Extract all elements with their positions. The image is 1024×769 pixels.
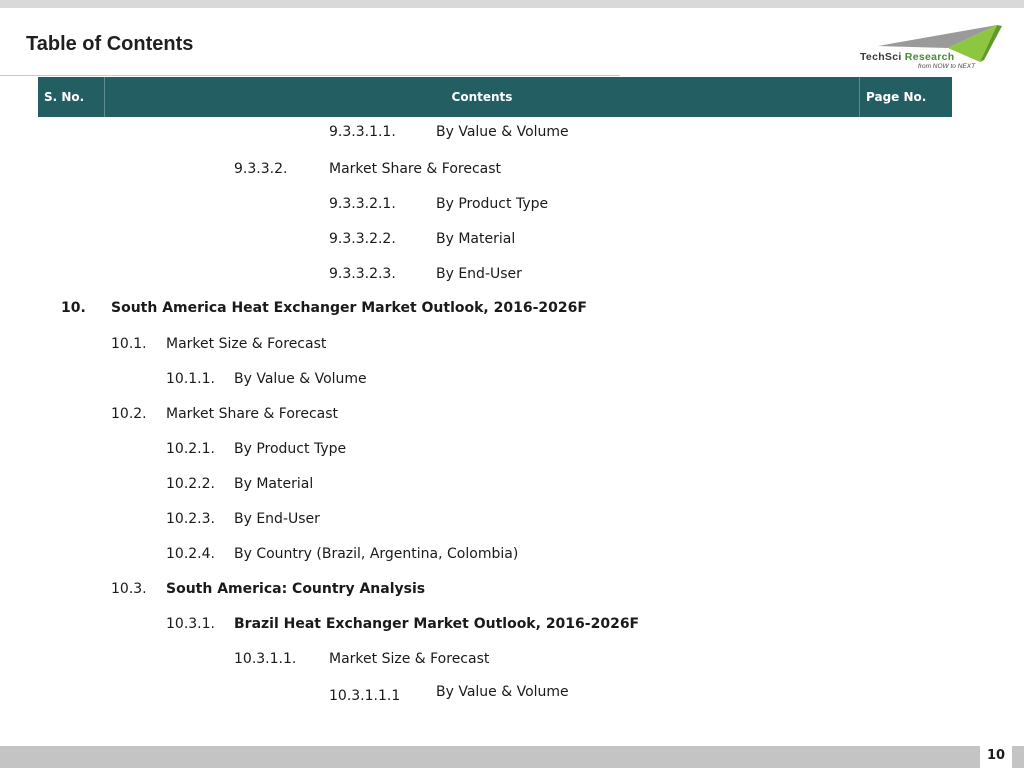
logo-name [860, 51, 955, 63]
toc-label: Market Size & Forecast [329, 651, 490, 667]
toc-number: 10.2.3. [166, 511, 215, 527]
header-page-no: Page No. [866, 90, 927, 104]
toc-number: 9.3.3.2.3. [329, 266, 396, 282]
table-header [38, 77, 952, 117]
toc-number: 10.2.4. [166, 546, 215, 562]
toc-label: By Material [234, 476, 314, 492]
title-divider [0, 75, 620, 76]
toc-label: Market Share & Forecast [329, 161, 502, 177]
toc-label: South America: Country Analysis [166, 581, 426, 597]
logo-name-primary: TechSci [860, 51, 902, 63]
toc-label: Market Share & Forecast [166, 406, 339, 422]
toc-label: By Product Type [234, 441, 347, 457]
toc-number: 10.3.1.1.1 [329, 688, 401, 704]
toc-label: By Product Type [436, 196, 549, 212]
toc-label: By Value & Volume [234, 371, 367, 387]
toc-number: 10.2.1. [166, 441, 215, 457]
toc-label: Market Size & Forecast [166, 336, 327, 352]
toc-number: 9.3.3.2.1. [329, 196, 396, 212]
header-sno: S. No. [38, 77, 105, 117]
toc-number: 9.3.3.2.2. [329, 231, 396, 247]
page-title: Table of Contents [26, 33, 194, 55]
header-contents: Contents [105, 77, 860, 117]
toc-number: 10.3. [111, 581, 147, 597]
toc-number: 10.2. [111, 406, 147, 422]
toc-label: South America Heat Exchanger Market Outlook, 2016-2026F [111, 300, 587, 316]
company-logo [856, 24, 1002, 72]
toc-number: 10.1. [111, 336, 147, 352]
toc-label: By End-User [436, 266, 522, 282]
toc-number: 9.3.3.2. [234, 161, 288, 177]
toc-label: By End-User [234, 511, 320, 527]
toc-label: By Country (Brazil, Argentina, Colombia) [234, 546, 519, 562]
toc-label: Brazil Heat Exchanger Market Outlook, 2016-2026F [234, 616, 640, 632]
toc-label: By Value & Volume [436, 124, 569, 140]
toc-number: 10.3.1.1. [234, 651, 297, 667]
toc-label: By Value & Volume [436, 684, 569, 700]
top-bar [0, 0, 1024, 8]
toc-number: 9.3.3.1.1. [329, 124, 396, 140]
toc-number: 10.3.1. [166, 616, 215, 632]
page-number: 10 [980, 743, 1012, 768]
logo-name-secondary: Research [901, 51, 955, 63]
footer-bar [0, 746, 1024, 768]
toc-number: 10.2.2. [166, 476, 215, 492]
toc-number: 10.1.1. [166, 371, 215, 387]
toc-number: 10. [61, 300, 86, 316]
logo-tagline: from NOW to NEXT [918, 63, 976, 70]
toc-label: By Material [436, 231, 516, 247]
